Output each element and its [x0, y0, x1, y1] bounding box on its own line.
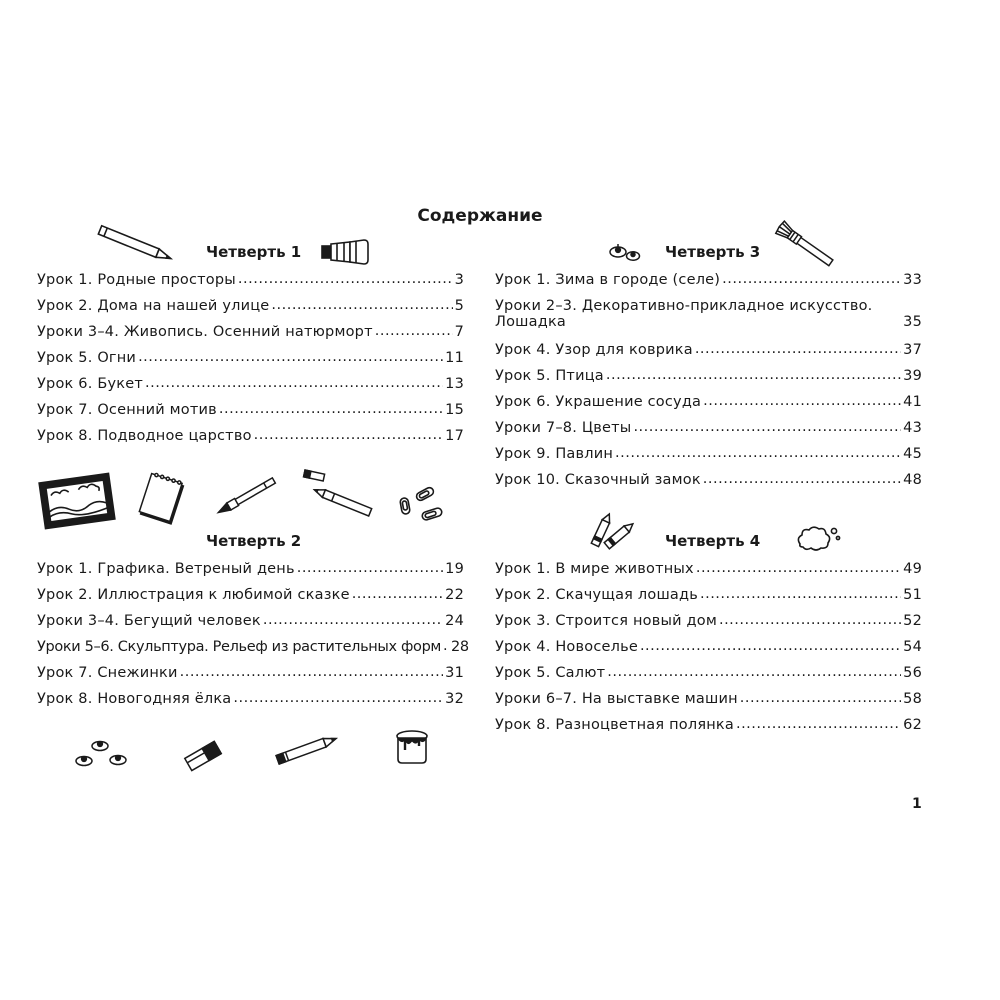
toc-entry-page: 19 [445, 561, 464, 577]
toc-entry[interactable] [495, 420, 922, 446]
toc-entry[interactable] [37, 376, 464, 402]
toc-entry-title: Урок 6. Украшение сосуда [495, 394, 702, 410]
toc-entry-page: 35 [903, 314, 922, 330]
toc-entry-page: 32 [445, 691, 464, 707]
quarter-1-list [37, 272, 464, 454]
page-number: 1 [912, 796, 922, 812]
toc-entry-title: Урок 2. Скачущая лошадь [495, 587, 698, 603]
quarter-1-heading: Четверть 1 [206, 243, 302, 261]
paint-jar-icon [394, 726, 430, 766]
toc-entry-title: Урок 2. Дома на нашей улице [37, 298, 270, 314]
toc-entry[interactable] [495, 472, 922, 498]
paper-clips-icon [398, 486, 450, 530]
toc-entry-page: 3 [454, 272, 464, 288]
dot-leader [375, 323, 453, 339]
quarter-2-heading: Четверть 2 [206, 532, 302, 550]
toc-entry-title: Урок 10. Сказочный замок [495, 472, 701, 488]
dot-leader [696, 560, 901, 576]
toc-entry-title: Урок 8. Подводное царство [37, 428, 252, 444]
dot-leader [138, 349, 443, 365]
toc-entry-title: Урок 5. Салют [495, 665, 606, 681]
quarter-3-list [495, 272, 922, 498]
toc-entry-title: Урок 5. Птица [495, 368, 604, 384]
toc-entry-page: 39 [903, 368, 922, 384]
toc-entry[interactable] [495, 446, 922, 472]
dot-leader [238, 271, 453, 287]
sharpener-icon [182, 738, 224, 774]
toc-entry[interactable] [495, 587, 922, 613]
toc-entry-title: Урок 6. Букет [37, 376, 143, 392]
thumbtacks-icon [72, 736, 134, 772]
toc-entry-page: 37 [903, 342, 922, 358]
dot-leader [352, 586, 443, 602]
dot-leader [736, 716, 901, 732]
toc-entry[interactable] [495, 613, 922, 639]
toc-entry-page: 51 [903, 587, 922, 603]
toc-entry[interactable] [37, 402, 464, 428]
toc-entry-page: 52 [903, 613, 922, 629]
crayons-icon [584, 512, 636, 554]
toc-entry-title: Уроки 3–4. Бегущий человек [37, 613, 261, 629]
toc-entry-page: 15 [445, 402, 464, 418]
pencil-icon [270, 732, 342, 768]
toc-entry-title: Урок 3. Строится новый дом [495, 613, 717, 629]
cloud-icon [794, 524, 842, 554]
toc-entry[interactable] [37, 298, 464, 324]
toc-entry-page: 54 [903, 639, 922, 655]
toc-entry-title: Урок 7. Снежинки [37, 665, 178, 681]
toc-entry[interactable] [495, 691, 922, 717]
toc-entry-title: Урок 8. Новогодняя ёлка [37, 691, 232, 707]
toc-entry-title: Уроки 6–7. На выставке машин [495, 691, 738, 707]
dot-leader [219, 401, 443, 417]
toc-entry[interactable] [495, 298, 922, 342]
toc-entry[interactable] [37, 587, 464, 613]
dot-leader [740, 690, 901, 706]
dot-leader [254, 427, 443, 443]
toc-entry-title: Урок 1. Зима в городе (селе) [495, 272, 721, 288]
toc-entry-page: 24 [445, 613, 464, 629]
toc-entry[interactable] [495, 717, 922, 743]
dot-leader [607, 664, 901, 680]
toc-entry[interactable] [37, 613, 464, 639]
toc-entry-title: Урок 9. Павлин [495, 446, 614, 462]
dot-leader [233, 690, 443, 706]
toc-entry-page: 45 [903, 446, 922, 462]
picture-frame-icon [36, 470, 118, 532]
toc-entry[interactable] [37, 428, 464, 454]
toc-entry-title: Урок 2. Иллюстрация к любимой сказке [37, 587, 350, 603]
toc-entry-title: Урок 1. Родные просторы [37, 272, 236, 288]
toc-entry-page: 13 [445, 376, 464, 392]
toc-entry[interactable] [495, 342, 922, 368]
dot-leader [263, 612, 443, 628]
dot-leader [640, 638, 901, 654]
paintbrush-icon [212, 476, 282, 516]
dot-leader [703, 393, 901, 409]
toc-entry-page: 11 [445, 350, 464, 366]
dot-leader [633, 419, 901, 435]
dot-leader [703, 471, 901, 487]
toc-entry[interactable] [495, 272, 922, 298]
toc-entry-title: Уроки 7–8. Цветы [495, 420, 632, 436]
toc-entry-title: Урок 4. Узор для коврика [495, 342, 693, 358]
dot-leader [722, 271, 901, 287]
toc-entry-page: 56 [903, 665, 922, 681]
toc-entry-title: Уроки 2–3. Декоративно-прикладное искусство. [495, 298, 873, 314]
toc-entry-title: Уроки 3–4. Живопись. Осенний натюрморт [37, 324, 373, 340]
toc-entry-title: Урок 7. Осенний мотив [37, 402, 217, 418]
dot-leader [145, 375, 443, 391]
toc-entry[interactable] [37, 272, 464, 298]
toc-entry[interactable] [37, 665, 464, 691]
toc-entry[interactable] [37, 639, 469, 665]
dot-leader [443, 638, 449, 654]
toc-entry[interactable] [37, 691, 464, 717]
notepad-icon [136, 472, 188, 528]
toc-entry[interactable] [37, 324, 464, 350]
dot-leader [271, 297, 452, 313]
dot-leader [700, 586, 901, 602]
toc-entry-page: 48 [903, 472, 922, 488]
toc-entry-page: 58 [903, 691, 922, 707]
toc-entry[interactable] [495, 639, 922, 665]
toc-entry-page: 33 [903, 272, 922, 288]
pencil-icon [95, 228, 177, 262]
dot-leader [297, 560, 443, 576]
quarter-4-list [495, 561, 922, 743]
toc-entry-page: 22 [445, 587, 464, 603]
toc-entry-title: Урок 1. Графика. Ветреный день [37, 561, 295, 577]
toc-entry[interactable] [495, 368, 922, 394]
toc-entry-page: 5 [454, 298, 464, 314]
quarter-4-heading: Четверть 4 [665, 532, 761, 550]
thumbtacks-icon [607, 240, 641, 264]
pen-icon [302, 470, 378, 520]
toc-entry-page: 17 [445, 428, 464, 444]
page-title: Содержание [417, 206, 543, 226]
toc-entry[interactable] [495, 665, 922, 691]
quarter-3-heading: Четверть 3 [665, 243, 761, 261]
quarter-2-list [37, 561, 469, 717]
toc-entry[interactable] [495, 394, 922, 420]
dot-leader [719, 612, 901, 628]
dot-leader [606, 367, 901, 383]
toc-entry-page: 31 [445, 665, 464, 681]
paintbrush-icon [772, 222, 840, 270]
toc-entry-page: 7 [454, 324, 464, 340]
paint-tubes-icon [320, 238, 372, 266]
toc-entry[interactable] [37, 561, 464, 587]
toc-entry-page: 62 [903, 717, 922, 733]
dot-leader [180, 664, 444, 680]
toc-entry-title: Урок 1. В мире животных [495, 561, 694, 577]
toc-entry-page: 43 [903, 420, 922, 436]
toc-entry-title: Уроки 5–6. Скульптура. Рельеф из растительных форм [37, 639, 442, 655]
toc-entry-title-continued: Лошадка [495, 314, 566, 330]
toc-entry-title: Урок 8. Разноцветная полянка [495, 717, 734, 733]
toc-entry-title: Урок 4. Новоселье [495, 639, 638, 655]
toc-entry-page: 28 [451, 639, 469, 655]
toc-entry[interactable] [495, 561, 922, 587]
toc-entry-title: Урок 5. Огни [37, 350, 137, 366]
dot-leader [695, 341, 901, 357]
toc-entry-page: 41 [903, 394, 922, 410]
dot-leader [615, 445, 901, 461]
toc-entry-page: 49 [903, 561, 922, 577]
toc-entry[interactable] [37, 350, 464, 376]
